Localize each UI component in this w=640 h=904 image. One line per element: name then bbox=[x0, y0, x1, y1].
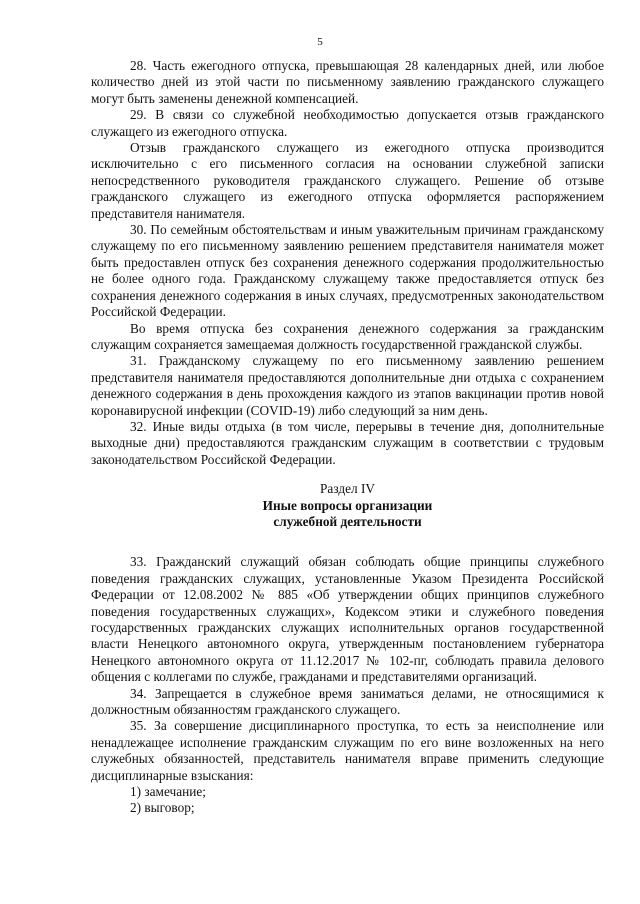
section-title-line-2: служебной деятельности bbox=[273, 513, 422, 529]
page-number: 5 bbox=[317, 36, 323, 48]
paragraph-33: 33. Гражданский служащий обязан соблюдать общие принципы служебного поведения гражданских служащих, установленные Указом Президента Российской Федерации от 12.08.2002 № 885 «Об утверждении общих принципов служебного поведения государственных служащих», Кодексом этики и служебного поведения государственных гражданских служащих исполнительных органов государственной власти Ненецкого автономного округа, утвержденным постановлением губернатора Ненецкого автономного округа от 11.12.2017 № 102-пг, соблюдать правила делового общения с коллегами по службе, гражданами и представителями организаций. bbox=[91, 554, 604, 685]
section-label: Раздел IV bbox=[320, 481, 375, 497]
paragraph-35: 35. За совершение дисциплинарного проступка, то есть за неисполнение или ненадлежащее исполнение гражданским служащим по его вине возложенных на него служебных обязанностей, представитель нанимателя вправе применить следующие дисциплинарные взыскания: bbox=[91, 718, 604, 783]
vacation-section-paragraphs bbox=[91, 58, 604, 468]
paragraph-28: 28. Часть ежегодного отпуска, превышающая 28 календарных дней, или любое количество дней из этой части по письменному заявлению гражданского служащего могут быть заменены денежной компенсацией. bbox=[91, 58, 604, 106]
list-item-reprimand-2: 2) выговор; bbox=[130, 800, 195, 816]
paragraph-34: 34. Запрещается в служебное время заниматься делами, не относящимися к должностным обязанностям гражданского служащего. bbox=[91, 685, 604, 718]
section-heading bbox=[91, 481, 604, 530]
paragraph-32: 32. Иные виды отдыха (в том числе, перерывы в течение дня, дополнительные выходные дни) предоставляются гражданским служащим в соответствии с трудовым законодательством Российской Федерации. bbox=[91, 418, 604, 467]
paragraph-29-recall: Отзыв гражданского служащего из ежегодного отпуска производится исключительно с его письменного согласия на основании служебной записки непосредственного руководителя гражданского служащего. Решение об отзыве гражданского служащего из ежегодного отпуска оформляется распоряжением представителя нанимателя. bbox=[91, 140, 604, 221]
section-title-line-1: Иные вопросы организации bbox=[262, 497, 433, 513]
paragraph-30-unpaid-leave: Во время отпуска без сохранения денежного содержания за гражданским служащим сохраняется замещаемая должность государственной гражданской службы. bbox=[91, 320, 604, 352]
list-item-reprimand-1: 1) замечание; bbox=[130, 784, 206, 800]
paragraph-31: 31. Гражданскому служащему по его письменному заявлению решением представителя нанимателя предоставляются дополнительные дни отдыха с сохранением денежного содержания в день прохождения каждого из этапов вакцинации против новой коронавирусной инфекции (COVID-19) либо следующий за ним день. bbox=[91, 353, 604, 418]
paragraph-29: 29. В связи со служебной необходимостью допускается отзыв гражданского служащего из ежегодного отпуска. bbox=[91, 107, 604, 139]
paragraph-30: 30. По семейным обстоятельствам и иным уважительным причинам гражданскому служащему по его письменному заявлению решением представителя нанимателя может быть предоставлен отпуск без сохранения денежного содержания продолжительностью не более одного года. Гражданскому служащему также предоставляется отпуск без сохранения денежного содержания в иных случаях, предусмотренных законодательством Российской Федерации. bbox=[91, 222, 604, 320]
document-body bbox=[91, 58, 604, 817]
other-questions-paragraphs bbox=[91, 554, 604, 817]
